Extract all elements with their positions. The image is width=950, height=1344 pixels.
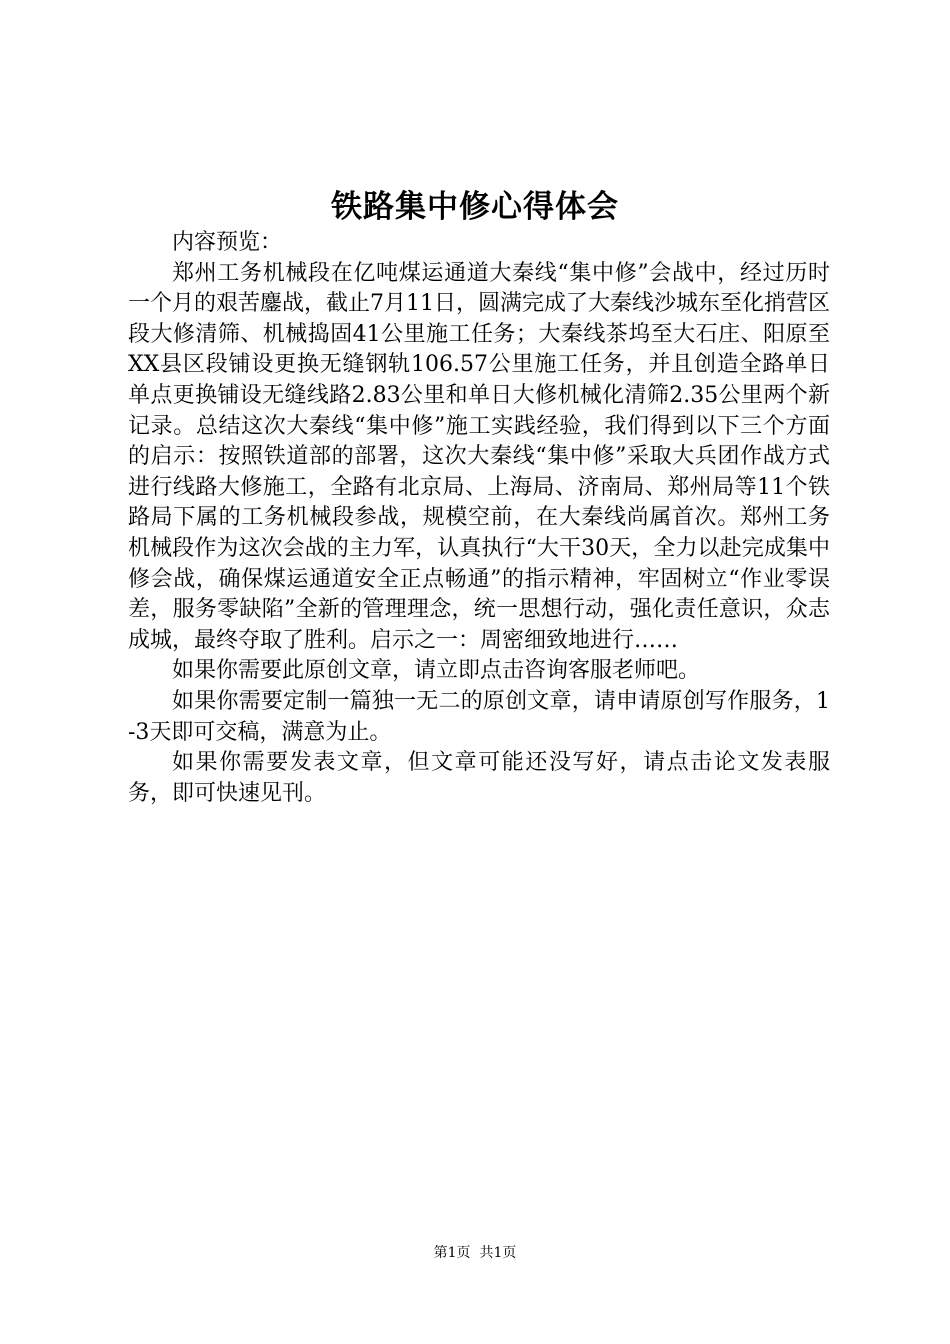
preview-paragraph: 郑州工务机械段在亿吨煤运通道大秦线“集中修”会战中，经过历时一个月的艰苦鏖战，截止7月11日，圆满完成了大秦线沙城东至化捎营区段大修清筛、机械捣固41公里施工任务；大秦线茶坞至大石庄、阳原至XX县区段铺设更换无缝钢轨106.57公里施工任务，并且创造全路单日单点更换铺设无缝线路2.83公里和单日大修机械化清筛2.35公里两个新记录。总结这次大秦线“集中修”施工实践经验，我们得到以下三个方面的启示：按照铁道部的部署，这次大秦线“集中修”采取大兵团作战方式进行线路大修施工，全路有北京局、上海局、济南局、郑州局等11个铁路局下属的工务机械段参战，规模空前，在大秦线尚属首次。郑州工务机械段作为这次会战的主力军，认真执行“大干30天，全力以赴完成集中修会战，确保煤运通道安全正点畅通”的指示精神，牢固树立“作业零误差，服务零缺陷”全新的管理理念，统一思想行动，强化责任意识，众志成城，最终夺取了胜利。启示之一：周密细致地进行…… [128, 260, 830, 653]
document-title: 铁路集中修心得体会 [331, 189, 619, 225]
page-number: 第1页 [433, 1245, 471, 1261]
document-body [128, 228, 830, 809]
page-footer [0, 1243, 950, 1263]
preview-label: 内容预览： [172, 230, 283, 255]
consult-paragraph: 如果你需要此原创文章，请立即点击咨询客服老师吧。 [172, 658, 701, 684]
custom-writing-paragraph: 如果你需要定制一篇独一无二的原创文章，请申请原创写作服务，1-3天即可交稿，满意为止。 [128, 688, 830, 745]
publication-paragraph: 如果你需要发表文章，但文章可能还没写好，请点击论文发表服务，即可快速见刊。 [128, 750, 830, 806]
page-total: 共1页 [479, 1245, 517, 1261]
